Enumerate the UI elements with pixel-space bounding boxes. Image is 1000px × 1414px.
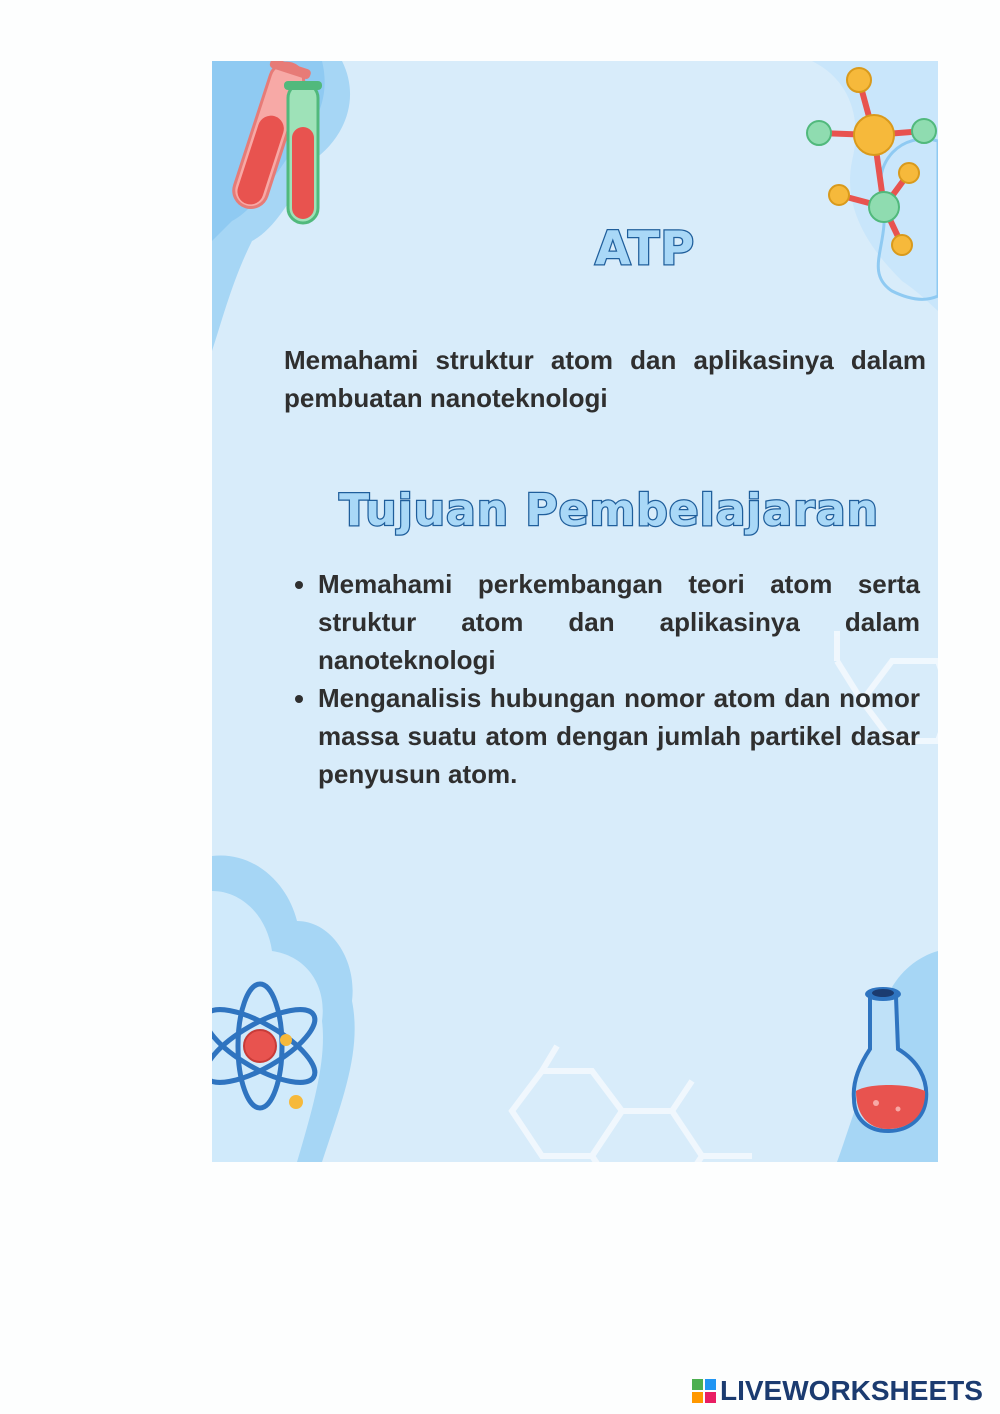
list-item: • Memahami perkembangan teori atom serta struktur atom dan aplikasinya dalam nanoteknologi [318,565,920,679]
tujuan-heading: Tujuan Pembelajaran [339,485,879,536]
learning-goals-list [296,565,920,793]
test-tubes-icon [220,61,340,226]
flask-icon [848,979,938,1139]
brand-name: LIVEWORKSHEETS [720,1375,983,1406]
worksheet-card [212,61,938,1162]
atp-description: Memahami struktur atom dan aplikasinya dalam pembuatan nanoteknologi [284,345,926,413]
liveworksheets-logo [692,1374,983,1408]
atom-icon [212,956,332,1131]
atp-heading: ATP [594,221,696,275]
list-item: • Menganalisis hubungan nomor atom dan nomor massa suatu atom dengan jumlah partikel dasar penyusun atom. [318,679,920,793]
liveworksheets-logo-icon [692,1379,716,1403]
